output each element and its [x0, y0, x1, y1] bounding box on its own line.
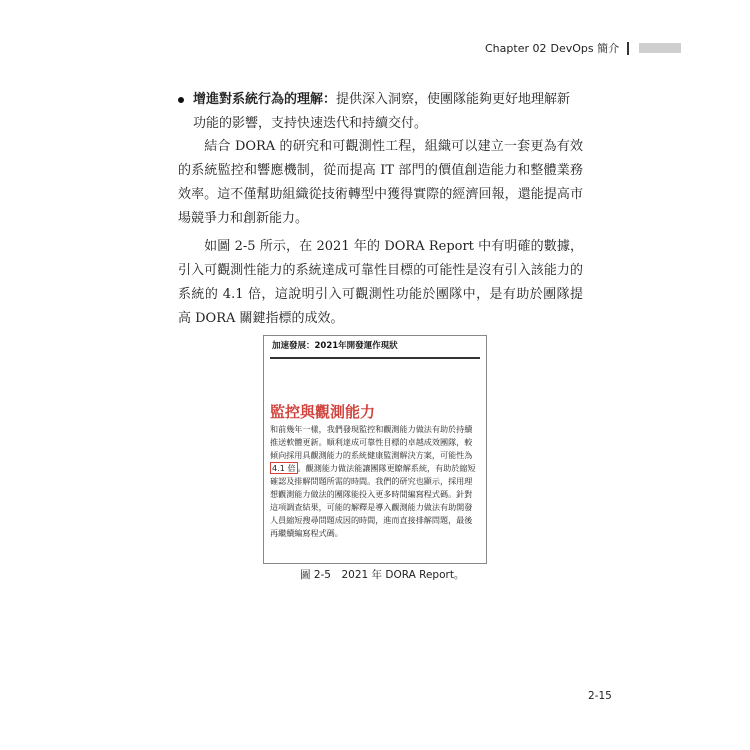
- bullet-text: 提供深入洞察，使團隊能夠更好地理解新功能的影響，支持快速迭代和持續交付。: [193, 92, 571, 131]
- figure-body-before: 和前幾年一樣，我們發現監控和觀測能力做法有助於持續推送軟體更新。順利達成可靠性目標的卓越成效團隊，較傾向採用具觀測能力的系統健康監測解決方案，可能性為: [270, 424, 473, 460]
- page-number: 2-15: [588, 690, 612, 702]
- header-separator: [627, 42, 629, 55]
- figure-2-5: [263, 335, 487, 564]
- paragraph-1: [178, 135, 583, 231]
- bullet-item: [178, 88, 583, 136]
- bullet-lead: 增進對系統行為的理解：: [193, 92, 337, 107]
- chapter-label: Chapter 02: [485, 41, 547, 55]
- running-header: [485, 40, 681, 56]
- paragraph-2-text: 如圖 2-5 所示，在 2021 年的 DORA Report 中有明確的數據，引入可觀測性能力的系統達成可靠性目標的可能性是沒有引入該能力的系統的 4.1 倍，這說明引入可觀測性功能於團隊中，是有助於團隊提高 DORA 關鍵指標的成效。: [178, 239, 583, 326]
- figure-body: [270, 423, 480, 540]
- bullet-content: [193, 88, 583, 136]
- figure-rule: [270, 357, 480, 359]
- paragraph-1-text: 結合 DORA 的研究和可觀測性工程，組織可以建立一套更為有效的系統監控和響應機制，從而提高 IT 部門的價值創造能力和整體業務效率。這不僅幫助組織從技術轉型中獲得實際的經濟回報，還能提高市場競爭力和創新能力。: [178, 139, 583, 226]
- paragraph-2: [178, 235, 583, 331]
- header-bar: [639, 43, 681, 53]
- chapter-title: DevOps 簡介: [550, 42, 620, 55]
- figure-header: 加速發展：2021年開發運作現狀: [272, 341, 398, 351]
- figure-title: 監控與觀測能力: [270, 403, 376, 421]
- bullet-dot-icon: [178, 97, 184, 103]
- figure-caption: 圖 2-5 2021 年 DORA Report。: [300, 569, 465, 581]
- figure-highlight: 4.1 倍: [272, 463, 296, 473]
- figure-body-after: 。觀測能力做法能讓團隊更瞭解系統，有助於縮短確認及排解問題所需的時間。我們的研究也顯示，採用理想觀測能力做法的團隊能投入更多時間編寫程式碼。針對這項調查結果，可能的解釋是導入觀測能力做法有助開發人員縮短搜尋問題成因的時間，進而直接排解問題，最後再繼續編寫程式碼。: [270, 463, 476, 538]
